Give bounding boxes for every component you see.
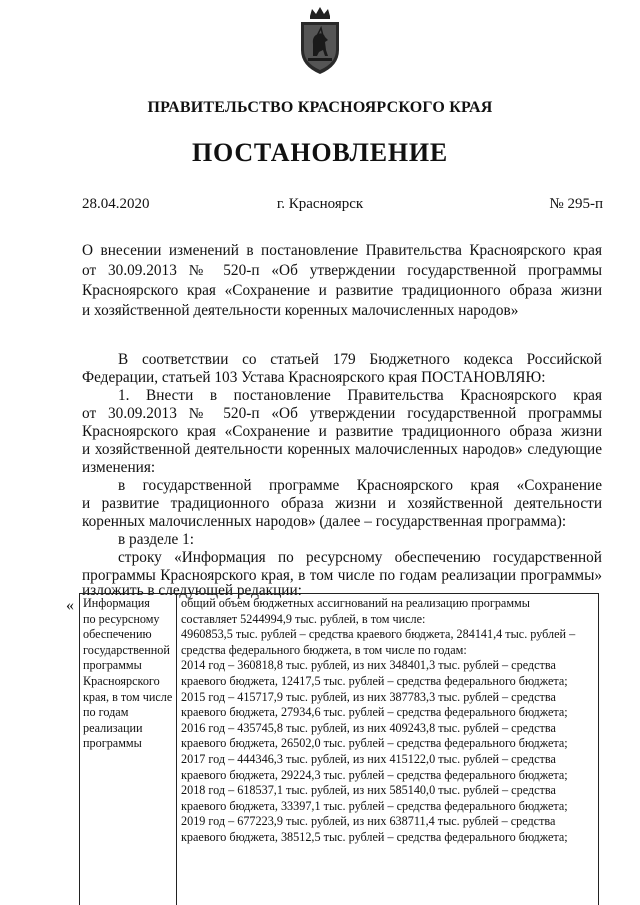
table-value-line: 2015 год – 415717,9 тыс. рублей, из них 387783,3 тыс. рублей – средства [181, 689, 556, 704]
table-label-line: по ресурсному [83, 611, 160, 626]
organization-title: ПРАВИТЕЛЬСТВО КРАСНОЯРСКОГО КРАЯ [147, 99, 493, 116]
table-label-line: Информация [83, 596, 150, 610]
table-value-line: краевого бюджета, 27934,6 тыс. рублей – средства федерального бюджета; [181, 705, 568, 720]
table-value-line: 2014 год – 360818,8 тыс. рублей, из них 348401,3 тыс. рублей – средства [181, 658, 556, 673]
table-label-line: программы [83, 736, 142, 751]
table-column-divider [176, 594, 177, 905]
subject-line: от 30.09.2013 № 520-п «Об утверждении государственной программы [82, 262, 602, 279]
table-value-line: 2018 год – 618537,1 тыс. рублей, из них 585140,0 тыс. рублей – средства [181, 783, 556, 798]
table-value-line: краевого бюджета, 12417,5 тыс. рублей – средства федерального бюджета; [181, 673, 568, 688]
body-line: В соответствии со статьей 179 Бюджетного кодекса Российской [118, 351, 602, 368]
table-label-line: обеспечению [83, 627, 152, 642]
table-value-line: средства федерального бюджета, в том числе по годам: [181, 642, 467, 657]
table-value-cell [181, 596, 596, 846]
table-label-line: государственной [83, 642, 170, 657]
document-date: 28.04.2020 [82, 196, 150, 212]
subject-line: Красноярского края «Сохранение и развитие традиционного образа жизни [82, 282, 602, 299]
table-label-cell [83, 596, 175, 752]
table-value-line: 4960853,5 тыс. рублей – средства краевого бюджета, 284141,4 тыс. рублей – [181, 627, 576, 642]
table-value-line: 2017 год – 444346,3 тыс. рублей, из них 415122,0 тыс. рублей – средства [181, 751, 556, 766]
subject-line: О внесении изменений в постановление Правительства Красноярского края [82, 242, 602, 259]
body-line: изложить в следующей редакции: [82, 582, 302, 599]
body-line: Красноярского края «Сохранение и развитие традиционного образа жизни [82, 423, 602, 440]
body-line: Федерации, статьей 103 Устава Красноярского края ПОСТАНОВЛЯЮ: [82, 369, 546, 386]
body-line: от 30.09.2013 № 520-п «Об утверждении государственной программы [82, 405, 602, 422]
table-value-line: краевого бюджета, 26502,0 тыс. рублей – средства федерального бюджета; [181, 736, 568, 751]
body-line: в разделе 1: [118, 531, 194, 548]
body-line: и развитие традиционного образа жизни и хозяйственной деятельности [82, 495, 602, 512]
subject-line: и хозяйственной деятельности коренных малочисленных народов» [82, 302, 519, 319]
table-value-line: 2019 год – 677223,9 тыс. рублей, из них 638711,4 тыс. рублей – средства [181, 814, 556, 829]
document-number: № 295-п [549, 196, 603, 212]
body-line: коренных малочисленных народов» (далее – государственная программа): [82, 513, 567, 530]
table-value-line: краевого бюджета, 29224,3 тыс. рублей – средства федерального бюджета; [181, 767, 568, 782]
table-value-line: 2016 год – 435745,8 тыс. рублей, из них 409243,8 тыс. рублей – средства [181, 720, 556, 735]
resource-info-table [79, 593, 599, 905]
open-quote-mark: « [66, 597, 74, 614]
body-line: в государственной программе Красноярского края «Сохранение [118, 477, 602, 494]
body-line: и хозяйственной деятельности коренных малочисленных народов» следующие [82, 441, 602, 458]
table-label-line: края, в том числе [83, 689, 173, 704]
table-value-line: общий объем бюджетных ассигнований на реализацию программы [181, 596, 530, 610]
document-type: ПОСТАНОВЛЕНИЕ [191, 138, 449, 167]
body-line: строку «Информация по ресурсному обеспечению государственной [118, 549, 602, 566]
table-label-line: реализации [83, 720, 143, 735]
body-line: 1. Внести в постановление Правительства Красноярского края [118, 387, 602, 404]
body-line: программы Красноярского края, в том числе по годам реализации программы» [82, 567, 602, 584]
table-label-line: программы [83, 658, 142, 673]
table-value-line: краевого бюджета, 33397,1 тыс. рублей – средства федерального бюджета; [181, 798, 568, 813]
table-label-line: Красноярского [83, 673, 160, 688]
table-label-line: по годам [83, 705, 129, 720]
document-city: г. Красноярск [276, 196, 364, 212]
table-value-line: составляет 5244994,9 тыс. рублей, в том числе: [181, 611, 426, 626]
coat-of-arms-icon [295, 6, 345, 78]
table-value-line: краевого бюджета, 38512,5 тыс. рублей – средства федерального бюджета; [181, 829, 568, 844]
body-line: изменения: [82, 459, 156, 476]
